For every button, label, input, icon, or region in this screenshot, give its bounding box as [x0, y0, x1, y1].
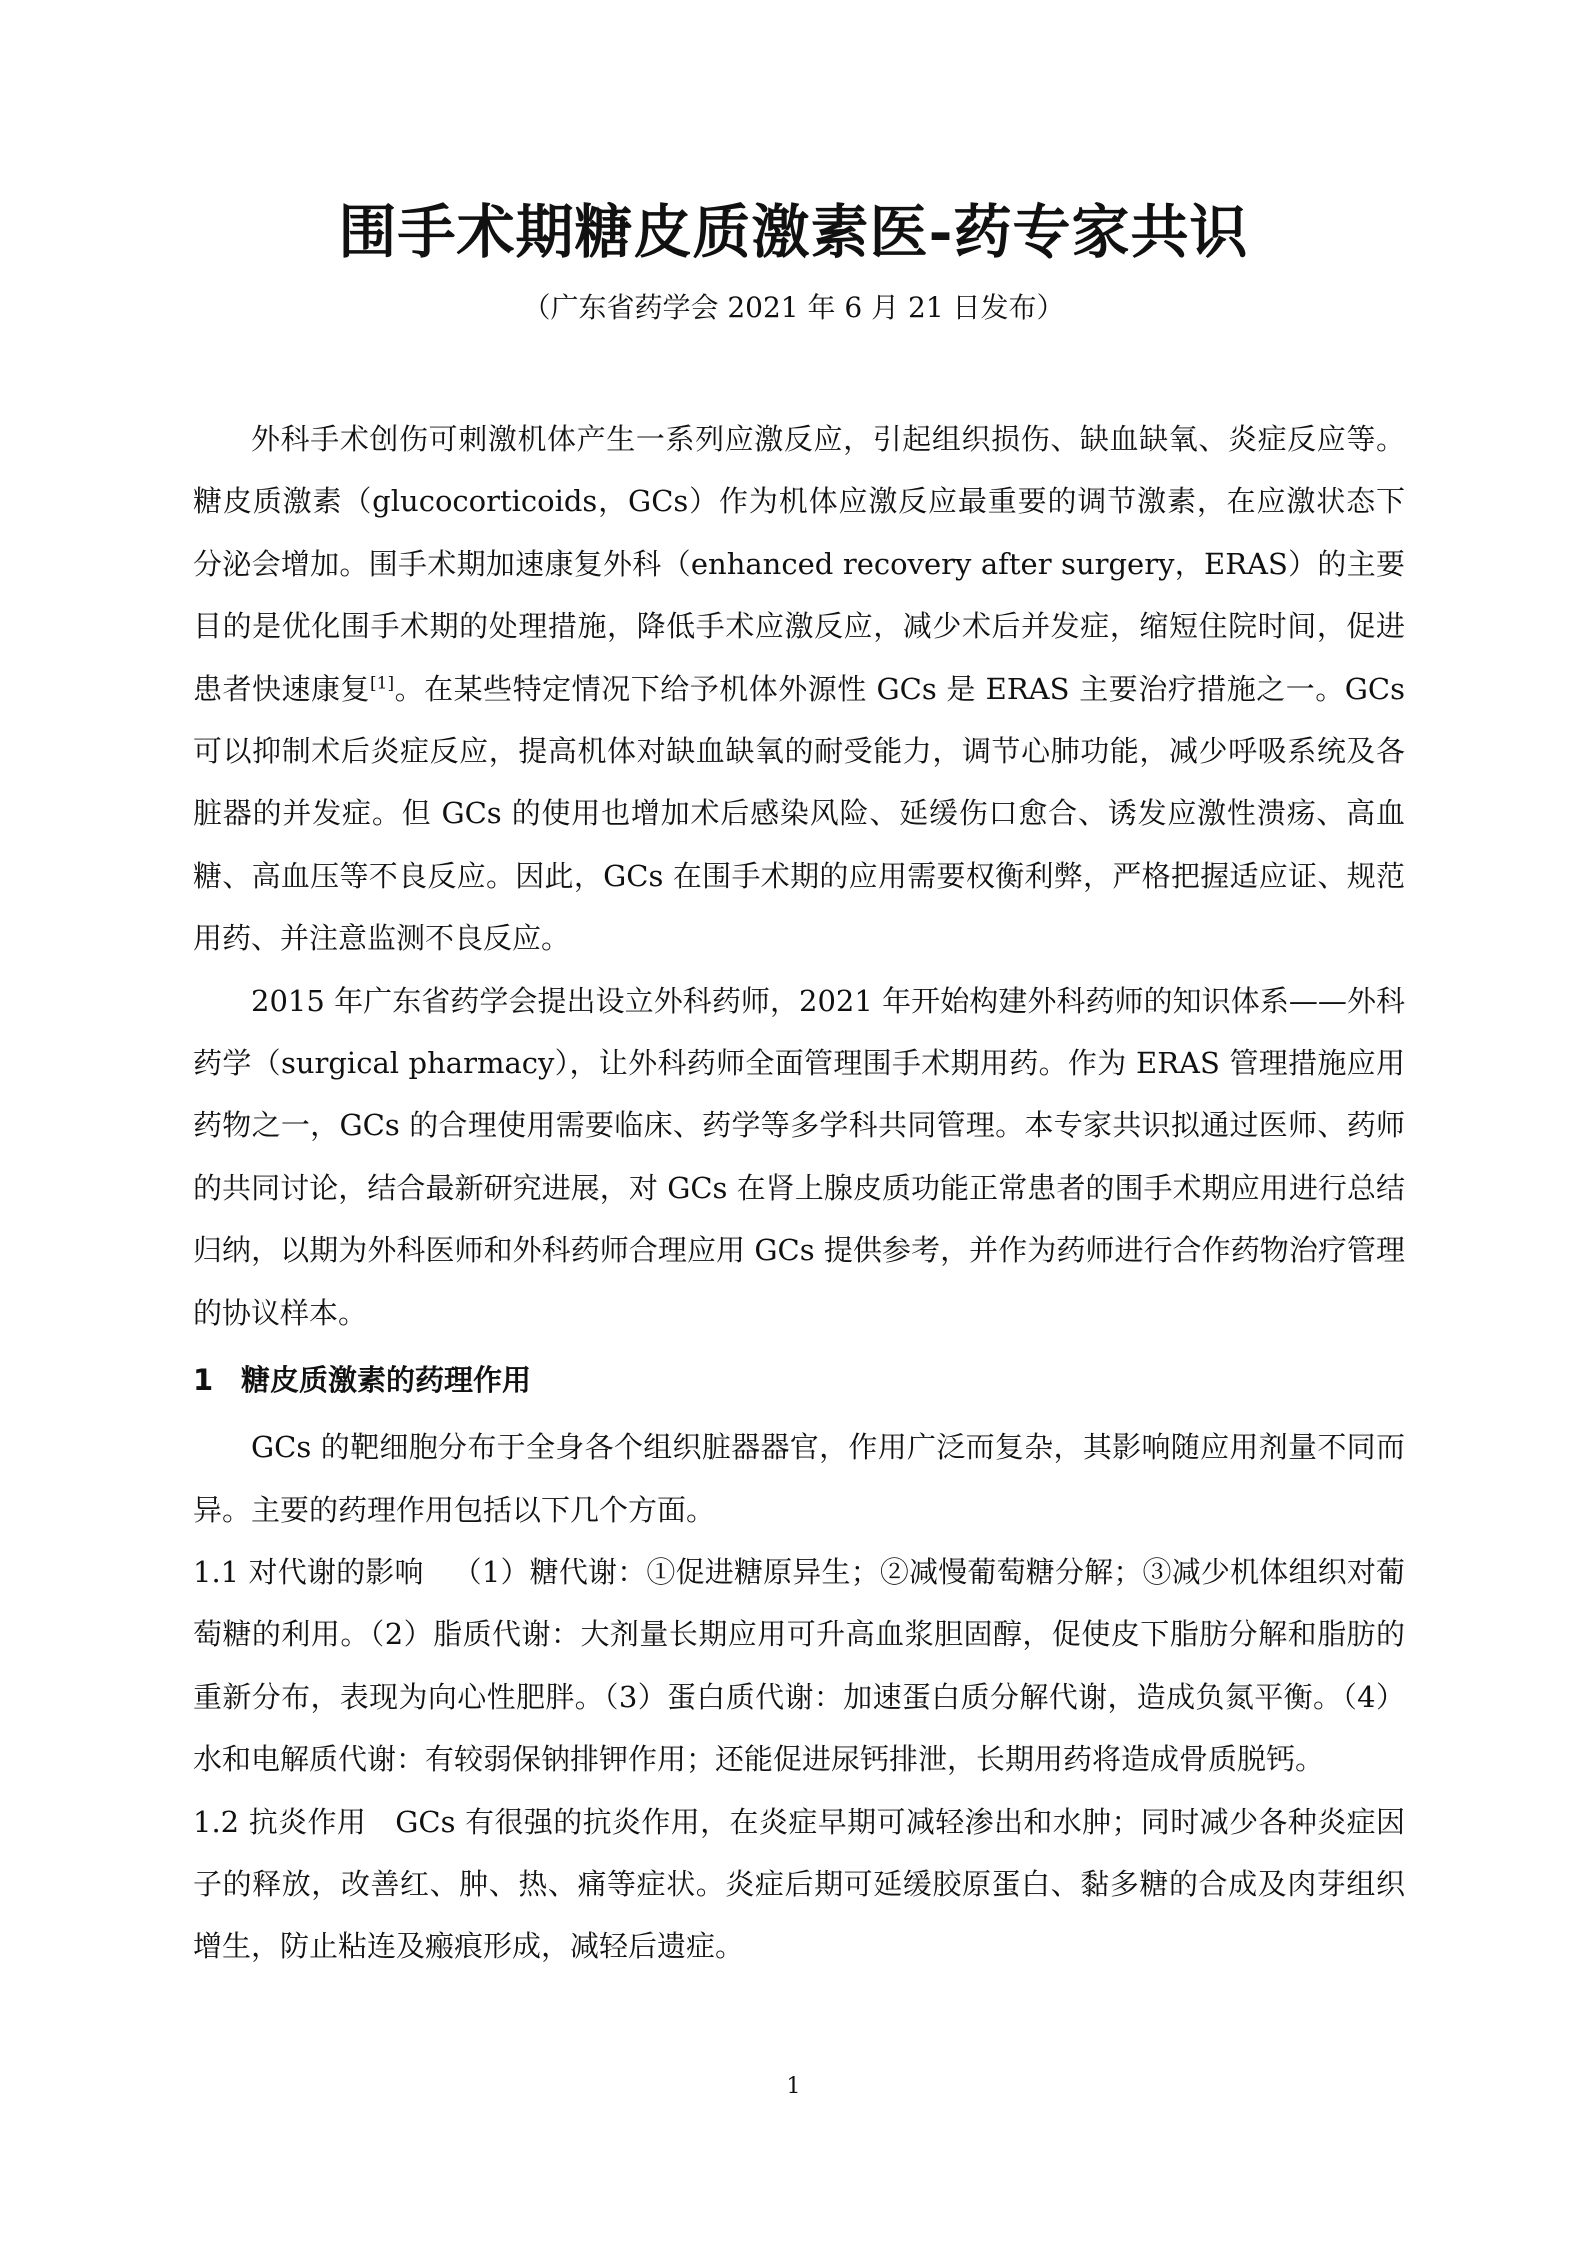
subsection-label: 1.2 抗炎作用 — [193, 1804, 367, 1839]
subsection-metabolism — [193, 1541, 1405, 1791]
document-title: 围手术期糖皮质激素医-药专家共识 — [338, 198, 1249, 266]
document-subtitle: （广东省药学会 2021 年 6 月 21 日发布） — [522, 291, 1065, 324]
subsection-anti-inflammatory — [193, 1791, 1405, 1978]
intro-text-part2: 。在某些特定情况下给予机体外源性 GCs 是 ERAS 主要治疗措施之一。GCs 可以抑制术后炎症反应，提高机体对缺血缺氧的耐受能力，调节心肺功能，减少呼吸系统及各脏器的并发症。但 GCs 的使用也增加术后感染风险、延缓伤口愈合、诱发应激性溃疡、高血糖、高血压等不良反应。因此，GCs 在围手术期的应用需要权衡利弊，严格把握适应证、规范用药、并注意监测不良反应。 — [193, 671, 1405, 956]
section-heading — [193, 1344, 1405, 1416]
citation-ref: [1] — [370, 672, 395, 693]
page-number: 1 — [786, 2074, 801, 2099]
subsection-text: （1）糖代谢：①促进糖原异生；②减慢葡萄糖分解；③减少机体组织对葡萄糖的利用。（2）脂质代谢：大剂量长期应用可升高血浆胆固醇，促使皮下脂肪分解和脂肪的重新分布，表现为向心性肥胖。（3）蛋白质代谢：加速蛋白质分解代谢，造成负氮平衡。（4）水和电解质代谢：有较弱保钠排钾作用；还能促进尿钙排泄，长期用药将造成骨质脱钙。 — [193, 1554, 1406, 1777]
document-body — [193, 408, 1405, 1978]
background-paragraph: 2015 年广东省药学会提出设立外科药师，2021 年开始构建外科药师的知识体系——外科药学（surgical pharmacy），让外科药师全面管理围手术期用药。作为 ERAS 管理措施应用药物之一，GCs 的合理使用需要临床、药学等多学科共同管理。本专家共识拟通过医师、药师的共同讨论，结合最新研究进展，对 GCs 在肾上腺皮质功能正常患者的围手术期应用进行总结归纳，以期为外科医师和外科药师合理应用 GCs 提供参考，并作为药师进行合作药物治疗管理的协议样本。 — [193, 983, 1405, 1330]
subsection-label: 1.1 对代谢的影响 — [193, 1554, 424, 1589]
section-intro-paragraph: GCs 的靶细胞分布于全身各个组织脏器器官，作用广泛而复杂，其影响随应用剂量不同而异。主要的药理作用包括以下几个方面。 — [193, 1430, 1405, 1527]
section-title: 糖皮质激素的药理作用 — [241, 1363, 532, 1398]
intro-text-part1: 外科手术创伤可刺激机体产生一系列应激反应，引起组织损伤、缺血缺氧、炎症反应等。糖皮质激素（glucocorticoids，GCs）作为机体应激反应最重要的调节激素，在应激状态下分泌会增加。围手术期加速康复外科（enhanced recovery after surgery，ERAS）的主要目的是优化围手术期的处理措施，降低手术应激反应，减少术后并发症，缩短住院时间，促进患者快速康复 — [193, 422, 1405, 706]
intro-paragraph — [193, 408, 1405, 970]
subsection-text: GCs 有很强的抗炎作用，在炎症早期可减轻渗出和水肿；同时减少各种炎症因子的释放，改善红、肿、热、痛等症状。炎症后期可延缓胶原蛋白、黏多糖的合成及肉芽组织增生，防止粘连及瘢痕形成，减轻后遗症。 — [193, 1804, 1405, 1964]
section-number: 1 — [193, 1363, 214, 1398]
